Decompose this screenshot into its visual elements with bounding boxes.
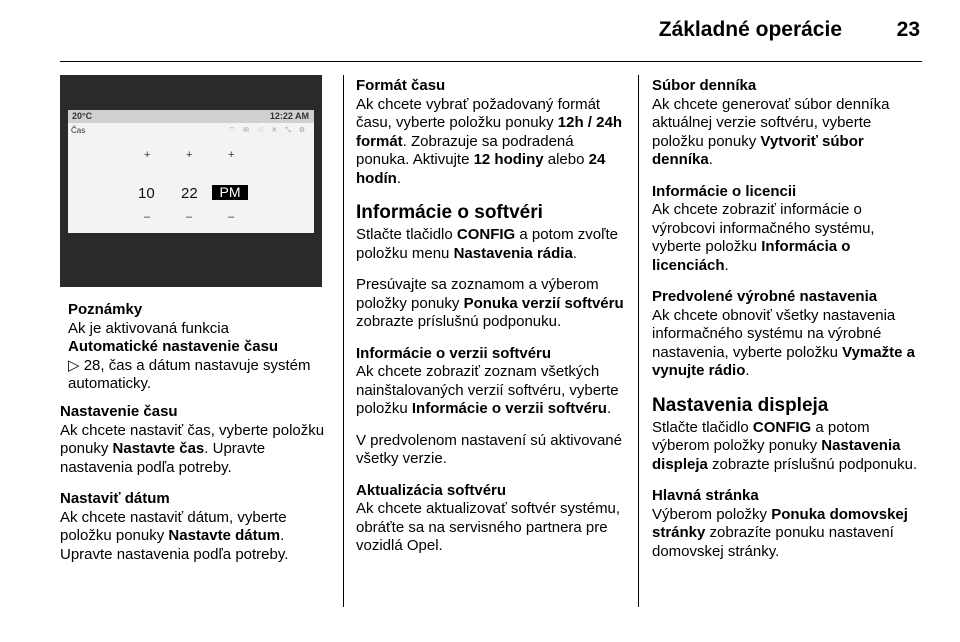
date-bold: Nastavte dátum	[168, 527, 281, 544]
status-icons: ⌔ ✉ ◁ ✕ ⤡ ⚙	[228, 127, 308, 134]
panel-label: Čas	[71, 126, 86, 135]
header-rule	[60, 61, 922, 62]
hour-plus-button[interactable]: +	[144, 149, 151, 161]
sw-bold-1: CONFIG	[456, 226, 516, 243]
page-title: Základné operácie	[658, 18, 842, 41]
time-text-end: . Upravte nastavenia podľa potreby.	[60, 440, 266, 476]
license-text-2: .	[724, 256, 729, 274]
log-bold: Vytvoriť súbor denníka	[652, 132, 864, 168]
note-block	[68, 301, 318, 394]
factory-text-2: .	[745, 362, 750, 379]
format-text: Ak chcete vybrať požadovaný formát času, vyberte položku ponuky	[356, 95, 601, 131]
clock: 12:22 AM	[269, 111, 309, 121]
status-bar	[68, 110, 314, 123]
update-text: Ak chcete aktualizovať softvér systému, obráťte sa na servisného partnera pre vozidlá Opel.	[356, 500, 621, 554]
time-settings-panel	[68, 123, 314, 233]
software-heading: Informácie o softvéri	[356, 202, 543, 223]
ampm-minus-button[interactable]: –	[228, 211, 235, 223]
column-divider-2	[638, 75, 639, 607]
disp-text-3: zobrazte príslušnú podponuku.	[707, 455, 918, 473]
sw-text-3: .	[572, 244, 577, 262]
date-heading: Nastaviť dátum	[60, 490, 170, 507]
home-heading: Hlavná stránka	[652, 487, 759, 504]
sw-p2-bold: Ponuka verzií softvéru	[463, 294, 624, 312]
ampm-plus-button[interactable]: +	[228, 149, 235, 161]
format-text-3: alebo	[543, 151, 589, 168]
format-text-4: .	[396, 169, 401, 187]
sw-text-2: a potom zvoľte položku menu	[356, 226, 618, 262]
sw-p2-text: Presúvajte sa zoznamom a výberom položky ponuky	[356, 276, 599, 312]
disp-bold-2: Nastavenia displeja	[652, 437, 901, 473]
log-heading: Súbor denníka	[652, 77, 757, 94]
column-divider-1	[343, 75, 344, 607]
hour-minus-button[interactable]: –	[144, 211, 151, 223]
license-text: Ak chcete zobraziť informácie o výrobcovi informačného systému, vyberte položku	[652, 201, 875, 255]
format-bold-3: 24 hodín	[356, 151, 606, 187]
temperature: 20°C	[72, 111, 93, 121]
log-text: Ak chcete generovať súbor denníka aktuálnej verzie softvéru, vyberte položku ponuky	[652, 95, 890, 150]
minute-minus-button[interactable]: –	[186, 211, 193, 223]
license-bold: Informácia o licenciách	[652, 238, 851, 274]
time-heading: Nastavenie času	[60, 403, 178, 420]
format-heading: Formát času	[356, 77, 446, 94]
column-3	[652, 77, 924, 574]
format-text-2: . Zobrazuje sa podradená ponuka. Aktivujte	[356, 132, 574, 168]
note-title: Poznámky	[68, 301, 143, 318]
home-text-2: zobrazíte ponuku nastavení domovskej stránky.	[652, 524, 894, 560]
time-bold: Nastavte čas	[112, 440, 205, 457]
note-line1: Ak je aktivovaná funkcia	[68, 319, 229, 337]
ver-text: Ak chcete zobraziť zoznam všetkých nainštalovaných verzií softvéru, vyberte položku	[356, 363, 619, 417]
factory-bold: Vymažte a vynujte rádio	[652, 343, 915, 379]
license-heading: Informácie o licencii	[652, 182, 797, 200]
ver-p2: V predvolenom nastavení sú aktivované všetky verzie.	[356, 431, 622, 467]
log-text-2: .	[708, 151, 713, 168]
sw-p2-text-2: zobrazte príslušnú podponuku.	[356, 313, 562, 330]
sw-bold-2: Nastavenia rádia	[453, 244, 573, 262]
factory-heading: Predvolené výrobné nastavenia	[652, 288, 878, 305]
update-heading: Aktualizácia softvéru	[356, 481, 507, 499]
ampm-value: PM	[212, 185, 248, 200]
display-screenshot	[60, 75, 322, 287]
home-text: Výberom položky	[652, 505, 772, 523]
note-line2: 28, čas a dátum nastavuje systém automaticky.	[68, 356, 311, 392]
sw-text: Stlačte tlačidlo	[356, 226, 457, 243]
ver-bold: Informácie o verzii softvéru	[411, 400, 607, 417]
disp-bold-1: CONFIG	[752, 418, 812, 436]
arrow-icon: ▷	[68, 356, 80, 374]
minute-plus-button[interactable]: +	[186, 149, 193, 161]
factory-text: Ak chcete obnoviť všetky nastavenia informačného systému na výrobné nastavenia, vyberte položku	[652, 306, 896, 361]
format-bold-2: 12 hodiny	[473, 151, 544, 168]
minute-value: 22	[181, 185, 198, 202]
disp-text: Stlačte tlačidlo	[652, 418, 753, 436]
hour-value: 10	[138, 185, 155, 202]
column-1	[60, 403, 336, 577]
note-bold: Automatické nastavenie času	[68, 338, 279, 355]
column-2	[356, 77, 628, 569]
version-heading: Informácie o verzii softvéru	[356, 344, 552, 362]
display-heading: Nastavenia displeja	[652, 394, 829, 416]
date-text: Ak chcete nastaviť dátum, vyberte položku ponuky	[60, 508, 287, 544]
page-number: 23	[896, 18, 920, 41]
disp-text-2: a potom výberom položky ponuky	[652, 418, 870, 454]
date-text-end: . Upravte nastavenia podľa potreby.	[60, 527, 289, 563]
time-text: Ak chcete nastaviť čas, vyberte položku ponuky	[60, 421, 325, 457]
home-bold: Ponuka domovskej stránky	[652, 505, 908, 541]
ver-text-2: .	[606, 400, 612, 417]
format-bold-1: 12h / 24h formát	[356, 114, 622, 150]
